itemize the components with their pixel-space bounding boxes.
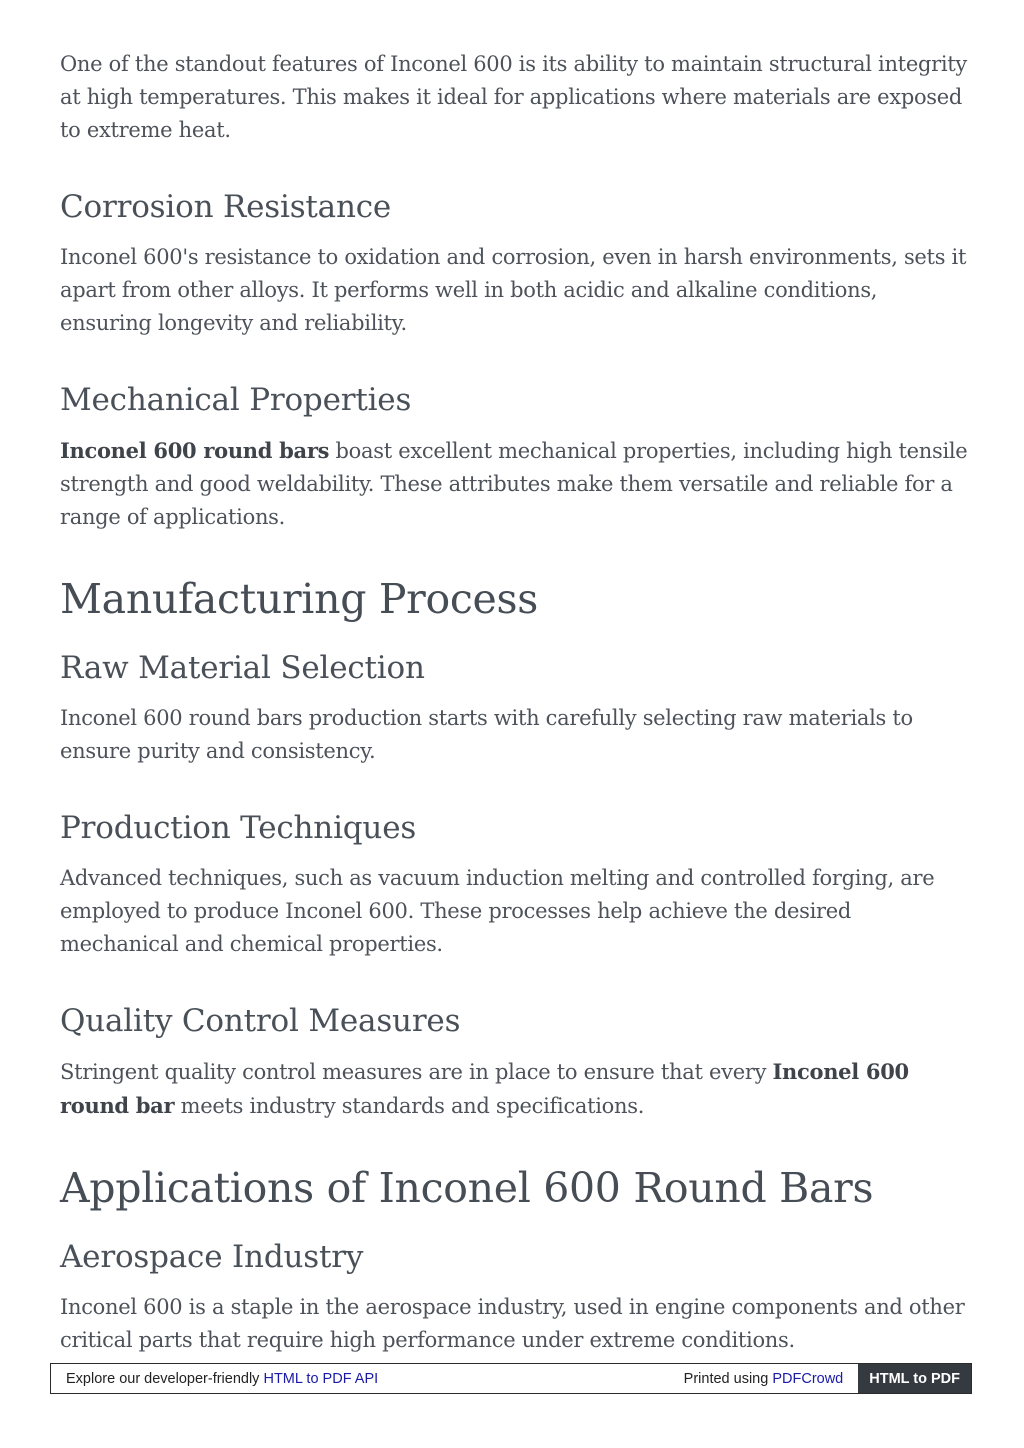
footer-right xyxy=(684,1371,859,1387)
footer-left xyxy=(51,1371,684,1387)
aerospace-paragraph: Inconel 600 is a staple in the aerospace industry, used in engine components and other critical parts that require high performance under extreme conditions. xyxy=(60,1295,965,1352)
manufacturing-heading: Manufacturing Process xyxy=(60,575,538,623)
aerospace-heading: Aerospace Industry xyxy=(60,1239,364,1275)
corrosion-heading: Corrosion Resistance xyxy=(60,189,392,225)
pdfcrowd-link[interactable]: PDFCrowd xyxy=(772,1370,844,1387)
production-paragraph: Advanced techniques, such as vacuum induction melting and controlled forging, are employed to produce Inconel 600. These processes help achieve the desired mechanical and chemical properties. xyxy=(60,866,935,956)
quality-heading: Quality Control Measures xyxy=(60,1003,461,1039)
raw-material-paragraph: Inconel 600 round bars production starts with carefully selecting raw materials to ensure purity and consistency. xyxy=(60,706,913,763)
quality-paragraph-end: meets industry standards and specifications. xyxy=(174,1094,645,1118)
raw-material-heading: Raw Material Selection xyxy=(60,650,425,686)
intro-paragraph: One of the standout features of Inconel 600 is its ability to maintain structural integrity at high temperatures. This makes it ideal for applications where materials are exposed to extreme heat. xyxy=(60,52,967,142)
html-to-pdf-api-link[interactable]: HTML to PDF API xyxy=(263,1370,379,1387)
quality-paragraph xyxy=(60,1055,970,1123)
footer-right-text: Printed using xyxy=(683,1370,773,1387)
footer-left-text: Explore our developer-friendly xyxy=(66,1370,264,1387)
mechanical-bold-lead: Inconel 600 round bars xyxy=(60,438,330,463)
mechanical-paragraph-rest: boast excellent mechanical properties, including high tensile strength and good weldability. These attributes make them versatile and reliable for a range of applications. xyxy=(60,439,968,529)
quality-bold: Inconel 600 round bar xyxy=(60,1059,909,1118)
html-to-pdf-badge[interactable]: HTML to PDF xyxy=(858,1364,971,1393)
document-body xyxy=(60,48,970,1357)
production-heading: Production Techniques xyxy=(60,810,417,846)
mechanical-paragraph xyxy=(60,434,970,534)
quality-paragraph-start: Stringent quality control measures are in place to ensure that every xyxy=(60,1060,773,1084)
mechanical-heading: Mechanical Properties xyxy=(60,382,412,418)
corrosion-paragraph: Inconel 600's resistance to oxidation and corrosion, even in harsh environments, sets it apart from other alloys. It performs well in both acidic and alkaline conditions, ensuring longevity and reliability. xyxy=(60,245,967,335)
applications-heading: Applications of Inconel 600 Round Bars xyxy=(60,1164,874,1212)
pdf-footer-bar xyxy=(50,1363,972,1394)
